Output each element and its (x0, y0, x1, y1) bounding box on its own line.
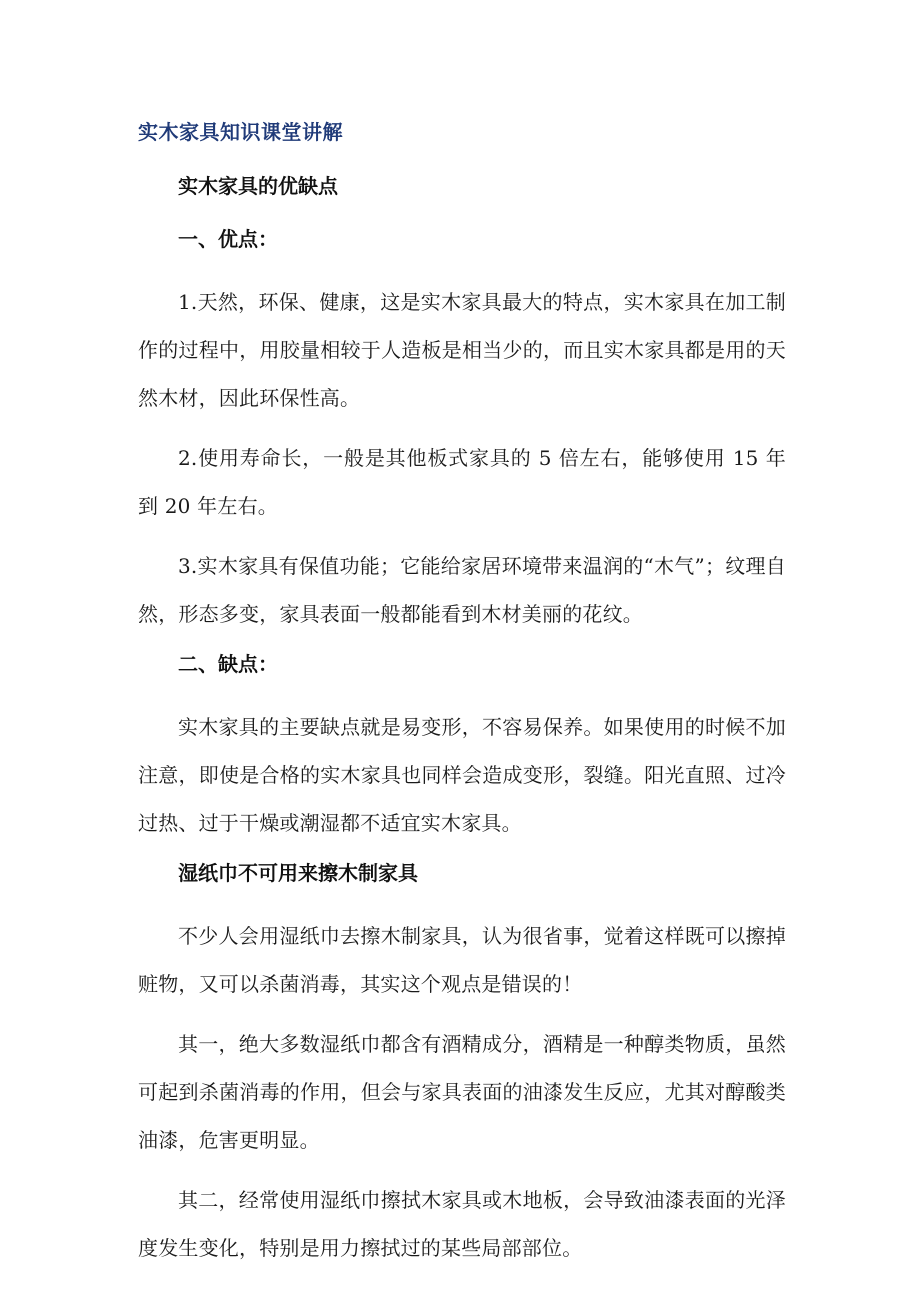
wet-wipes-paragraph-1: 不少人会用湿纸巾去擦木制家具，认为很省事，觉着这样既可以擦掉赃物，又可以杀菌消毒，其实这个观点是错误的！ (138, 924, 786, 996)
section-heading-pros-cons: 实木家具的优缺点 (178, 174, 338, 198)
pros-item-2: 2.使用寿命长，一般是其他板式家具的 5 倍左右，能够使用 15 年到 20 年左右。 (138, 446, 786, 518)
document-body (138, 118, 786, 1275)
cons-paragraph: 实木家具的主要缺点就是易变形，不容易保养。如果使用的时候不加注意，即使是合格的实木家具也同样会造成变形，裂缝。阳光直照、过冷过热、过于干燥或潮湿都不适宜实木家具。 (138, 715, 786, 835)
cons-heading: 二、缺点： (178, 652, 278, 676)
pros-item-1: 1.天然，环保、健康，这是实木家具最大的特点，实木家具在加工制作的过程中，用胶量相较于人造板是相当少的，而且实木家具都是用的天然木材，因此环保性高。 (138, 290, 786, 410)
wet-wipes-paragraph-2: 其一，绝大多数湿纸巾都含有酒精成分，酒精是一种醇类物质，虽然可起到杀菌消毒的作用，但会与家具表面的油漆发生反应，尤其对醇酸类油漆，危害更明显。 (138, 1032, 786, 1152)
page-title: 实木家具知识课堂讲解 (138, 120, 343, 144)
pros-item-3: 3.实木家具有保值功能；它能给家居环境带来温润的“木气”；纹理自然，形态多变，家具表面一般都能看到木材美丽的花纹。 (138, 554, 786, 626)
pros-heading: 一、优点： (178, 227, 278, 251)
wet-wipes-paragraph-3: 其二，经常使用湿纸巾擦拭木家具或木地板，会导致油漆表面的光泽度发生变化，特别是用力擦拭过的某些局部部位。 (138, 1188, 786, 1260)
section-heading-wet-wipes: 湿纸巾不可用来擦木制家具 (178, 861, 418, 885)
